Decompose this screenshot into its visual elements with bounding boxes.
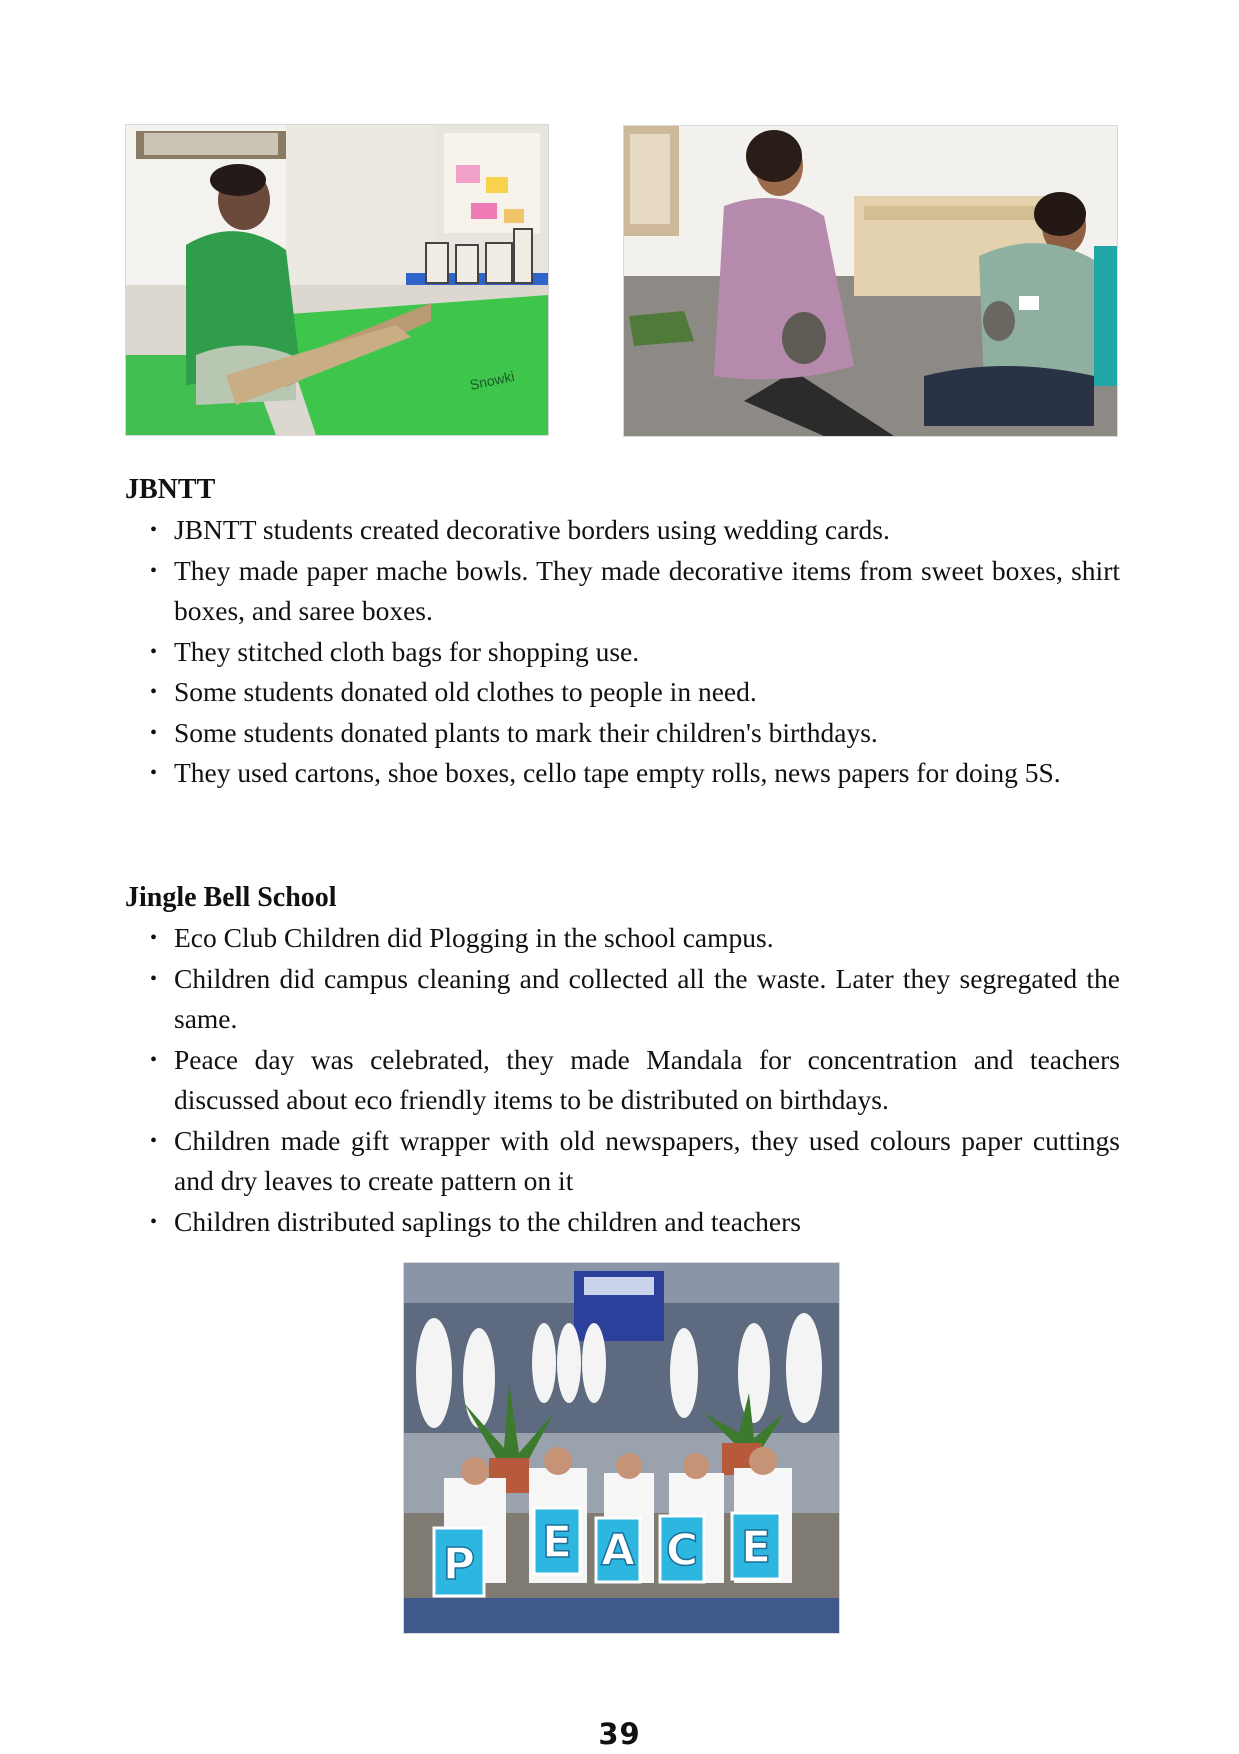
section-jingle-bell-school <box>125 878 1120 1242</box>
peace-letter: P <box>442 1539 476 1590</box>
photo-students-making-paper-mache-bowls <box>623 125 1118 437</box>
section-jbntt <box>125 470 1120 794</box>
list-item: • Children did campus cleaning and collected all the waste. Later they segregated the same. <box>125 959 1120 1040</box>
list-item: • They stitched cloth bags for shopping use. <box>125 632 1120 673</box>
photo-student-making-cardboard-border <box>125 124 549 436</box>
list-item: • They used cartons, shoe boxes, cello tape empty rolls, news papers for doing 5S. <box>125 753 1120 794</box>
list-item: • They made paper mache bowls. They made decorative items from sweet boxes, shirt boxes, and saree boxes. <box>125 551 1120 632</box>
list-item: • Children distributed saplings to the children and teachers <box>125 1202 1120 1243</box>
peace-letter: E <box>740 1522 772 1573</box>
list-item: • Some students donated plants to mark their children's birthdays. <box>125 713 1120 754</box>
list-item: • Peace day was celebrated, they made Mandala for concentration and teachers discussed about eco friendly items to be distributed on birthdays. <box>125 1040 1120 1121</box>
peace-letter: A <box>600 1525 636 1576</box>
bullet-list <box>125 918 1120 1242</box>
board-text: Snowki <box>468 367 516 393</box>
bullet-list <box>125 510 1120 794</box>
peace-letter: C <box>665 1525 699 1576</box>
peace-letter: E <box>541 1517 573 1568</box>
list-item: • Some students donated old clothes to people in need. <box>125 672 1120 713</box>
page-number: 39 <box>598 1717 641 1751</box>
section-heading: JBNTT <box>125 474 216 505</box>
list-item: • JBNTT students created decorative borders using wedding cards. <box>125 510 1120 551</box>
photo-peace-day-celebration <box>403 1262 840 1634</box>
list-item: • Eco Club Children did Plogging in the school campus. <box>125 918 1120 959</box>
section-heading: Jingle Bell School <box>125 882 337 913</box>
list-item: • Children made gift wrapper with old newspapers, they used colours paper cuttings and dry leaves to create pattern on it <box>125 1121 1120 1202</box>
